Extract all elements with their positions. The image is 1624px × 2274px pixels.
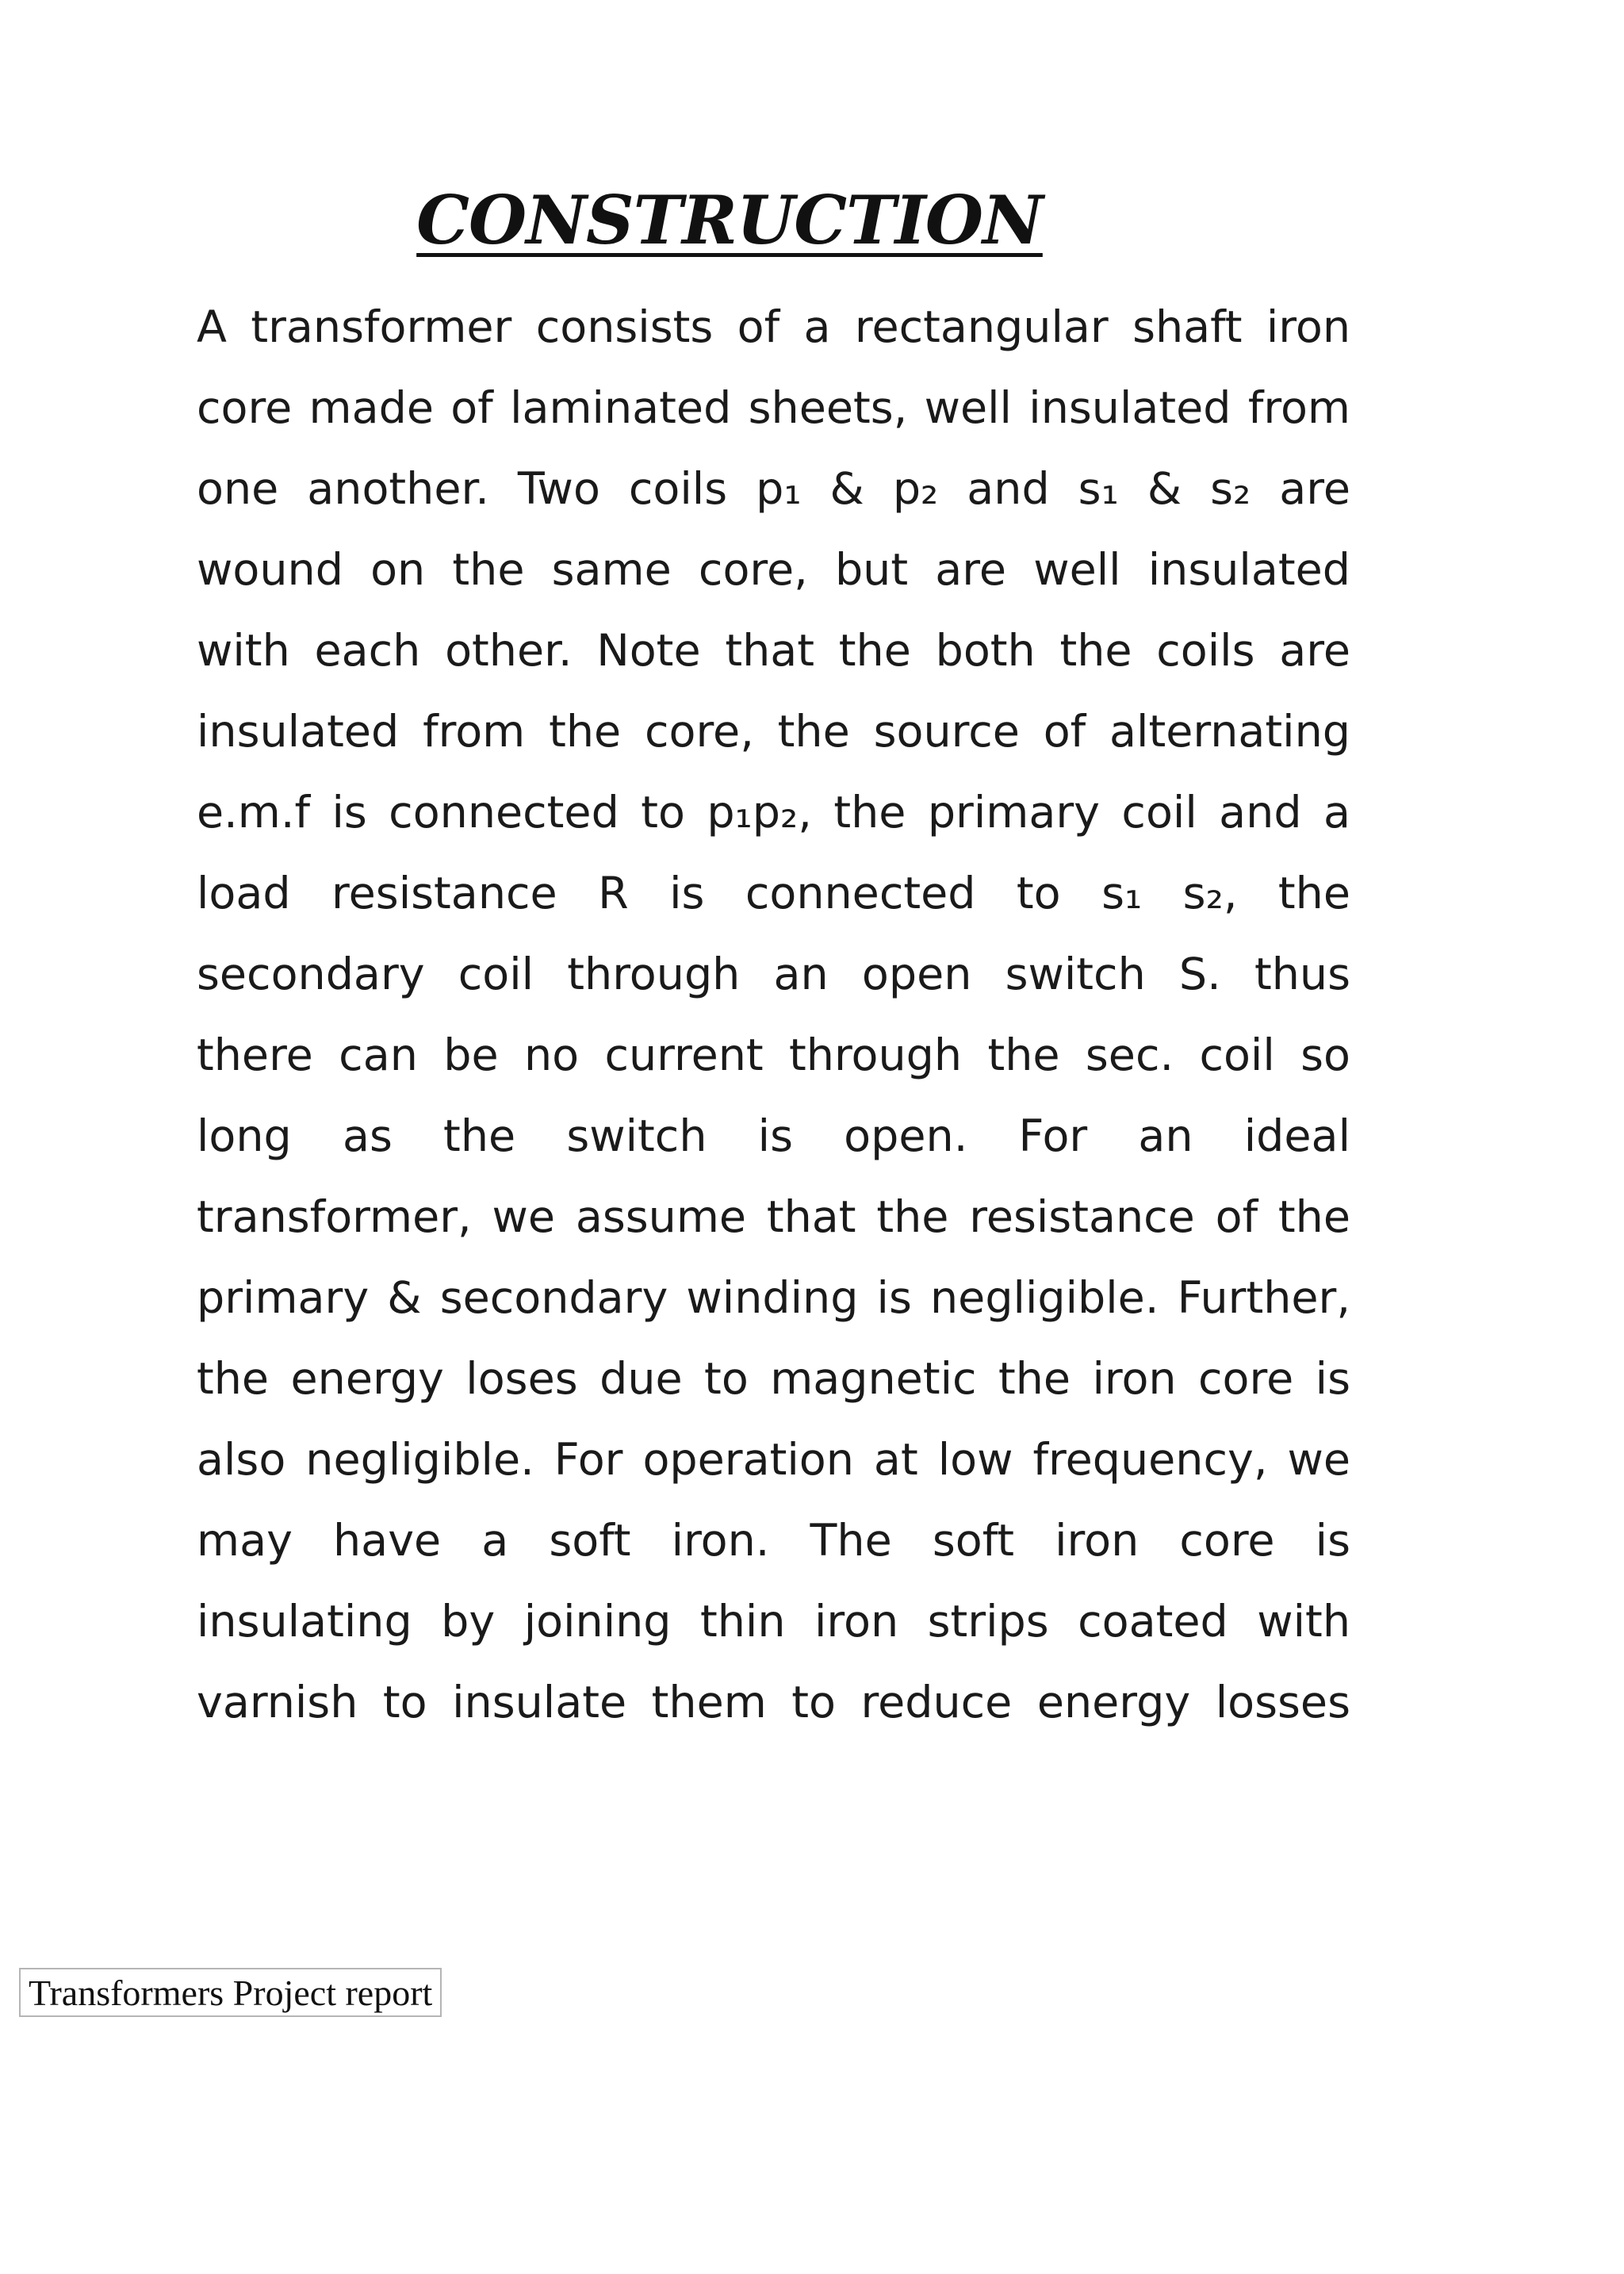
paragraph-line: primary & secondary winding is negligible. Further,	[197, 1272, 1350, 1324]
paragraph-line: insulating by joining thin iron strips coated with	[197, 1596, 1350, 1647]
paragraph-line: long as the switch is open. For an ideal	[197, 1110, 1350, 1162]
paragraph-line: core made of laminated sheets, well insulated from	[197, 382, 1350, 434]
paragraph-line: load resistance R is connected to s₁ s₂, the	[197, 868, 1350, 919]
footer-label: Transformers Project report	[19, 1968, 442, 2017]
paragraph-line: the energy loses due to magnetic the iron core is	[197, 1353, 1350, 1405]
paragraph-line: there can be no current through the sec. coil so	[197, 1030, 1350, 1081]
paragraph-line: insulated from the core, the source of alternating	[197, 706, 1350, 757]
paragraph-line: with each other. Note that the both the coils are	[197, 625, 1350, 677]
paragraph-line: one another. Two coils p₁ & p₂ and s₁ & s₂ are	[197, 463, 1350, 515]
paragraph-line: may have a soft iron. The soft iron core is	[197, 1515, 1350, 1566]
paragraph-line: secondary coil through an open switch S. thus	[197, 949, 1350, 1000]
paragraph-line: also negligible. For operation at low frequency, we	[197, 1434, 1350, 1486]
paragraph-line: transformer, we assume that the resistance of the	[197, 1191, 1350, 1243]
paragraph-line: e.m.f is connected to p₁p₂, the primary coil and a	[197, 787, 1350, 838]
body-paragraph	[197, 287, 1350, 1743]
page-title: CONSTRUCTION	[416, 181, 1043, 259]
paragraph-line: wound on the same core, but are well insulated	[197, 544, 1350, 596]
paragraph-line: varnish to insulate them to reduce energy losses	[197, 1677, 1350, 1728]
paragraph-line: A transformer consists of a rectangular shaft iron	[197, 301, 1350, 353]
